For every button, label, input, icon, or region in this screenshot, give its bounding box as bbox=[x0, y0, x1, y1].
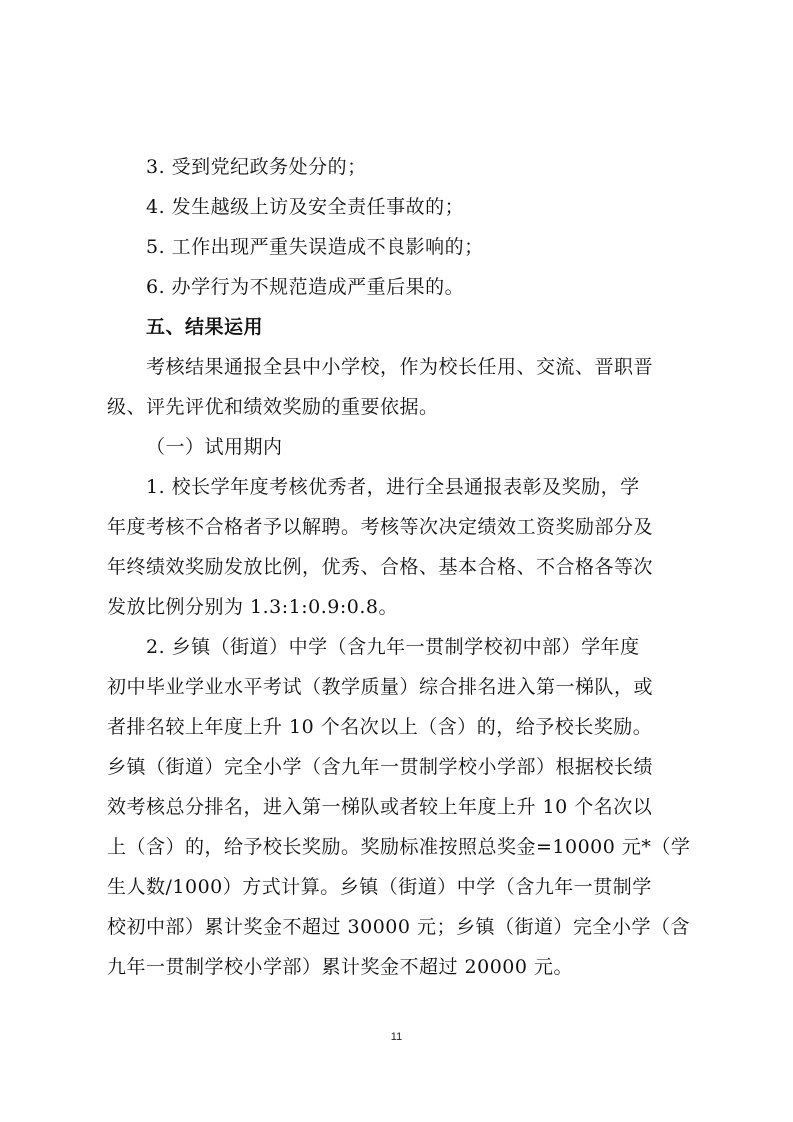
paragraph-line: 初中毕业学业水平考试（教学质量）综合排名进入第一梯队，或 bbox=[107, 676, 654, 698]
paragraph-line: 1. 校长学年度考核优秀者，进行全县通报表彰及奖励，学 bbox=[146, 476, 640, 498]
list-item-4: 4. 发生越级上访及安全责任事故的； bbox=[146, 196, 465, 218]
paragraph-line: 生人数/1000）方式计算。乡镇（街道）中学（含九年一贯制学 bbox=[107, 876, 652, 898]
section-heading: 五、结果运用 bbox=[146, 316, 264, 338]
paragraph-line: 乡镇（街道）完全小学（含九年一贯制学校小学部）根据校长绩 bbox=[107, 756, 654, 778]
paragraph-line: 发放比例分别为 1.3:1:0.9:0.8。 bbox=[107, 596, 398, 618]
paragraph-line: 效考核总分排名，进入第一梯队或者较上年度上升 10 个名次以 bbox=[107, 796, 653, 818]
paragraph-line: 年度考核不合格者予以解聘。考核等次决定绩效工资奖励部分及 bbox=[107, 516, 654, 538]
paragraph-line: 上（含）的，给予校长奖励。奖励标准按照总奖金=10000 元*（学 bbox=[107, 836, 691, 858]
paragraph-line: 2. 乡镇（街道）中学（含九年一贯制学校初中部）学年度 bbox=[146, 636, 640, 658]
paragraph-line: 者排名较上年度上升 10 个名次以上（含）的，给予校长奖励。 bbox=[107, 716, 653, 738]
list-item-6: 6. 办学行为不规范造成严重后果的。 bbox=[146, 276, 465, 298]
list-item-3: 3. 受到党纪政务处分的； bbox=[146, 156, 367, 178]
subheading: （一）试用期内 bbox=[146, 436, 283, 458]
list-item-5: 5. 工作出现严重失误造成不良影响的； bbox=[146, 236, 484, 258]
paragraph-line: 九年一贯制学校小学部）累计奖金不超过 20000 元。 bbox=[107, 956, 574, 978]
paragraph-line: 级、评先评优和绩效奖励的重要依据。 bbox=[107, 396, 439, 418]
paragraph-line: 校初中部）累计奖金不超过 30000 元；乡镇（街道）完全小学（含 bbox=[107, 916, 691, 938]
page-number: 11 bbox=[390, 1031, 403, 1043]
paragraph-line: 年终绩效奖励发放比例，优秀、合格、基本合格、不合格各等次 bbox=[107, 556, 654, 578]
paragraph-line: 考核结果通报全县中小学校，作为校长任用、交流、晋职晋 bbox=[146, 356, 654, 378]
